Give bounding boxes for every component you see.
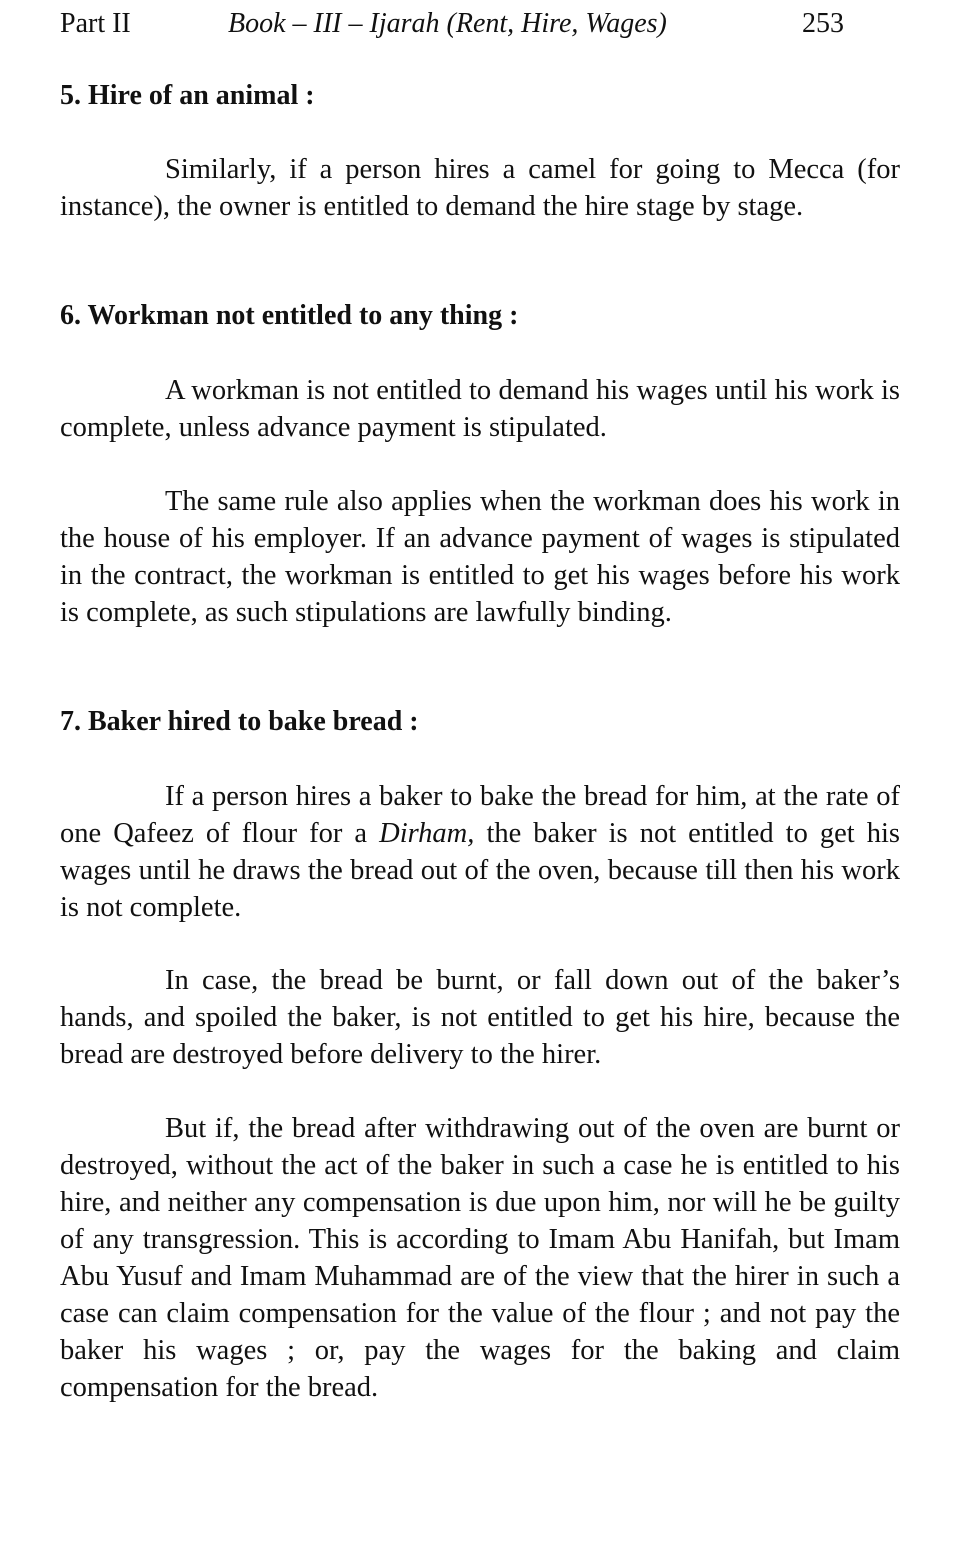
section-7-paragraph-2: In case, the bread be burnt, or fall down out of the baker’s hands, and spoiled the baker, is not entitled to get his hire, because the bread are destroyed before delivery to the hirer. xyxy=(60,965,900,1070)
section-7-paragraph-1 xyxy=(60,778,900,926)
section-7-paragraph-3: But if, the bread after withdrawing out of the oven are burnt or destroyed, without the act of the baker in such a case he is entitled to his hire, and neither any compensation is due upon him, nor will he be guilty of any transgression. This is according to Imam Abu Hanifah, but Imam Abu Yusuf and Imam Muhammad are of the view that the hirer in such a case can claim compensation for the value of the flour ; and not pay the baker his wages ; or, pay the wages for the baking and claim compensation for the bread. xyxy=(60,1113,900,1403)
section-6-paragraph-2: The same rule also applies when the workman does his work in the house of his employer. If an advance payment of wages is stipulated in the contract, the workman is entitled to get his wages before his work is complete, as such stipulations are lawfully binding. xyxy=(60,486,900,628)
section-5-paragraph-1: Similarly, if a person hires a camel for going to Mecca (for instance), the owner is entitled to demand the hire stage by stage. xyxy=(60,154,900,222)
book-subject: Ijarah (Rent, Hire, Wages) xyxy=(369,8,667,39)
paragraph-text-before: If a person hires a baker to bake the bread for him, at the rate of one Qafeez of flour for a xyxy=(60,781,900,849)
part-label: Part II xyxy=(60,8,131,39)
section-heading-5: 5. Hire of an animal : xyxy=(60,80,315,111)
page-number: 253 xyxy=(802,8,844,39)
section-6-paragraph-1: A workman is not entitled to demand his wages until his work is complete, unless advance payment is stipulated. xyxy=(60,375,900,443)
book-prefix: Book – III – xyxy=(228,8,370,39)
running-header xyxy=(60,4,900,44)
book-title xyxy=(228,4,667,44)
section-heading-6: 6. Workman not entitled to any thing : xyxy=(60,300,519,331)
section-heading-7: 7. Baker hired to bake bread : xyxy=(60,706,419,737)
emphasis-dirham: Dirham, xyxy=(379,818,475,849)
paragraph-text-after: the baker is not entitled to get his wages until he draws the bread out of the oven, because till then his work is not complete. xyxy=(60,818,900,923)
